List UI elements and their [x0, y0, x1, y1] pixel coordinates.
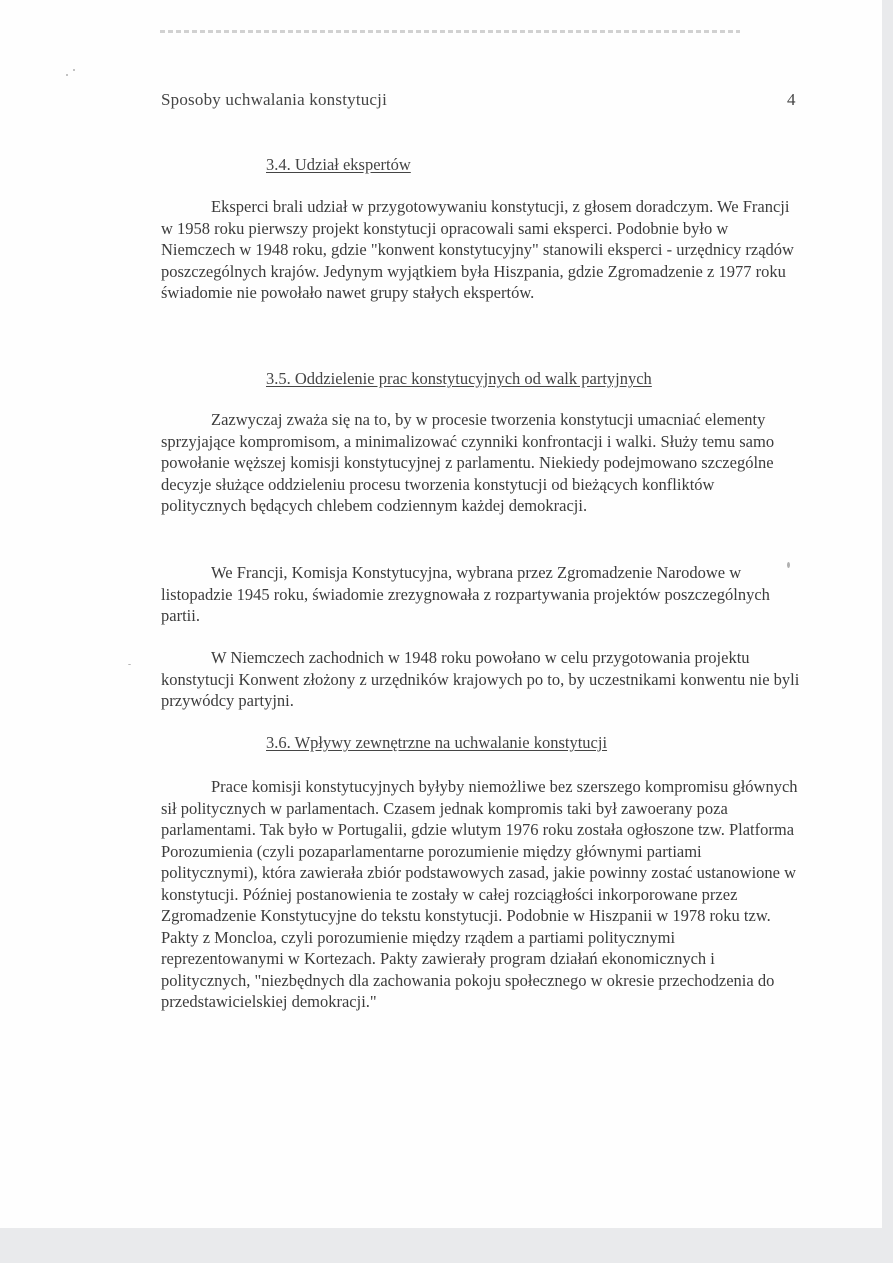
section-heading-3-4: 3.4. Udział ekspertów — [266, 155, 411, 174]
paragraph: Zazwyczaj zważa się na to, by w procesie tworzenia konstytucji umacniać elementy sprzyjające kompromisom, a minimalizować czynniki konfrontacji i walki. Służy temu samo powołanie węższej komisji konstytucyjnej z parlamentu. Niekiedy podejmowano szczególne decyzje służące oddzieleniu procesu tworzenia konstytucji od bieżących konfliktów politycznych będących chlebem codziennym każdej demokracji. — [161, 410, 775, 515]
scan-artifact-top-line — [160, 30, 740, 33]
page-number: 4 — [787, 90, 796, 109]
scan-speck — [66, 74, 68, 76]
section-heading-3-5: 3.5. Oddzielenie prac konstytucyjnych od walk partyjnych — [266, 369, 652, 388]
paragraph: W Niemczech zachodnich w 1948 roku powołano w celu przygotowania projektu konstytucji Konwent złożony z urzędników krajowych po to, by uczestnikami konwentu nie byli przywódcy partyjni. — [161, 648, 800, 710]
paragraph: Prace komisji konstytucyjnych byłyby niemożliwe bez szerszego kompromisu głównych sił politycznych w parlamentach. Czasem jednak kompromis taki był zawoerany poza parlamentami. Tak było w Portugalii, gdzie wlutym 1976 roku została ogłoszone tzw. Platforma Porozumienia (czyli pozaparlamentarne porozumienie między głównymi partiami politycznymi), która zawierała zbiór podstawowych zasad, jakie powinny zostać ustanowione w konstytucji. Później postanowienia te zostały w całej rozciągłości inkorporowane przez Zgromadzenie Konstytucyjne do tekstu konstytucji. Podobnie w Hiszpanii w 1978 roku tzw. Pakty z Moncloa, czyli porozumienie między rządem a partiami politycznymi reprezentowanymi w Kortezach. Pakty zawierały program działań ekonomicznych i politycznych, "niezbędnych dla zachowania pokoju społecznego w okresie przechodzenia do przedstawicielskiej demokracji." — [161, 777, 798, 1011]
scan-speck — [128, 664, 131, 665]
paragraph: Eksperci brali udział w przygotowywaniu konstytucji, z głosem doradczym. We Francji w 1958 roku pierwszy projekt konstytucji opracowali sami eksperci. Podobnie było w Niemczech w 1948 roku, gdzie "konwent konstytucyjny" stanowili eksperci - urzędnicy rządów poszczególnych krajów. Jedynym wyjątkiem była Hiszpania, gdzie Zgromadzenie z 1977 roku świadomie nie powołało nawet grupy stałych ekspertów. — [161, 197, 794, 302]
section-heading-3-6: 3.6. Wpływy zewnętrzne na uchwalanie konstytucji — [266, 733, 608, 752]
scan-speck — [73, 69, 75, 71]
running-header-title: Sposoby uchwalania konstytucji — [161, 90, 388, 109]
paragraph: We Francji, Komisja Konstytucyjna, wybrana przez Zgromadzenie Narodowe w listopadzie 1945 roku, świadomie zrezygnowała z rozpartywania projektów poszczególnych partii. — [161, 563, 770, 625]
